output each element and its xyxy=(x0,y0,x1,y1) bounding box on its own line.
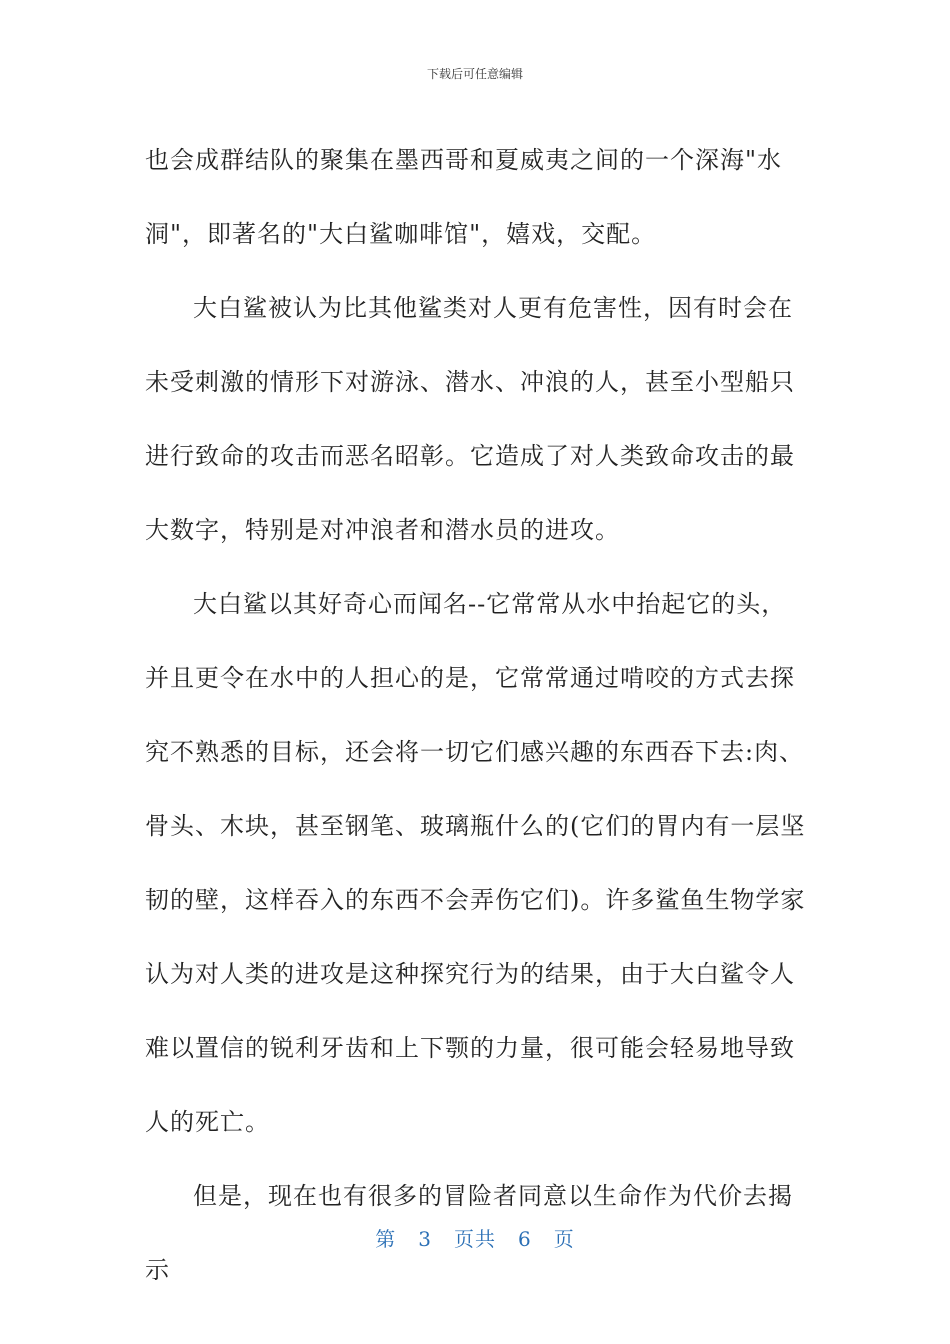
page-header-text: 下载后可任意编辑 xyxy=(426,67,523,81)
page-footer xyxy=(0,1225,950,1253)
footer-page-mid: 页共 xyxy=(454,1227,496,1251)
footer-page-number: 3 xyxy=(418,1227,432,1251)
paragraph-4: 但是，现在也有很多的冒险者同意以生命作为代价去揭示 xyxy=(145,1182,793,1284)
document-body xyxy=(145,123,807,1307)
footer-page-prefix: 第 xyxy=(375,1227,397,1251)
paragraph-2: 大白鲨被认为比其他鲨类对人更有危害性，因有时会在未受刺激的情形下对游泳、潜水、冲浪的人，甚至小型船只进行致命的攻击而恶名昭彰。它造成了对人类致命攻击的最大数字，特别是对冲浪者和潜水员的进攻。 xyxy=(145,294,795,544)
paragraph-1: 也会成群结队的聚集在墨西哥和夏威夷之间的一个深海"水洞"，即著名的"大白鲨咖啡馆"，嬉戏，交配。 xyxy=(145,146,783,248)
footer-page-total: 6 xyxy=(518,1227,532,1251)
footer-page-suffix: 页 xyxy=(553,1227,575,1251)
page-header xyxy=(0,66,950,82)
paragraph-3: 大白鲨以其好奇心而闻名--它常常从水中抬起它的头，并且更令在水中的人担心的是，它常常通过啃咬的方式去探究不熟悉的目标，还会将一切它们感兴趣的东西吞下去:肉、骨头、木块，甚至钢笔、玻璃瓶什么的(它们的胃内有一层坚韧的壁，这样吞入的东西不会弄伤它们)。许多鲨鱼生物学家认为对人类的进攻是这种探究行为的结果，由于大白鲨令人难以置信的锐利牙齿和上下颚的力量，很可能会轻易地导致人的死亡。 xyxy=(145,590,806,1136)
